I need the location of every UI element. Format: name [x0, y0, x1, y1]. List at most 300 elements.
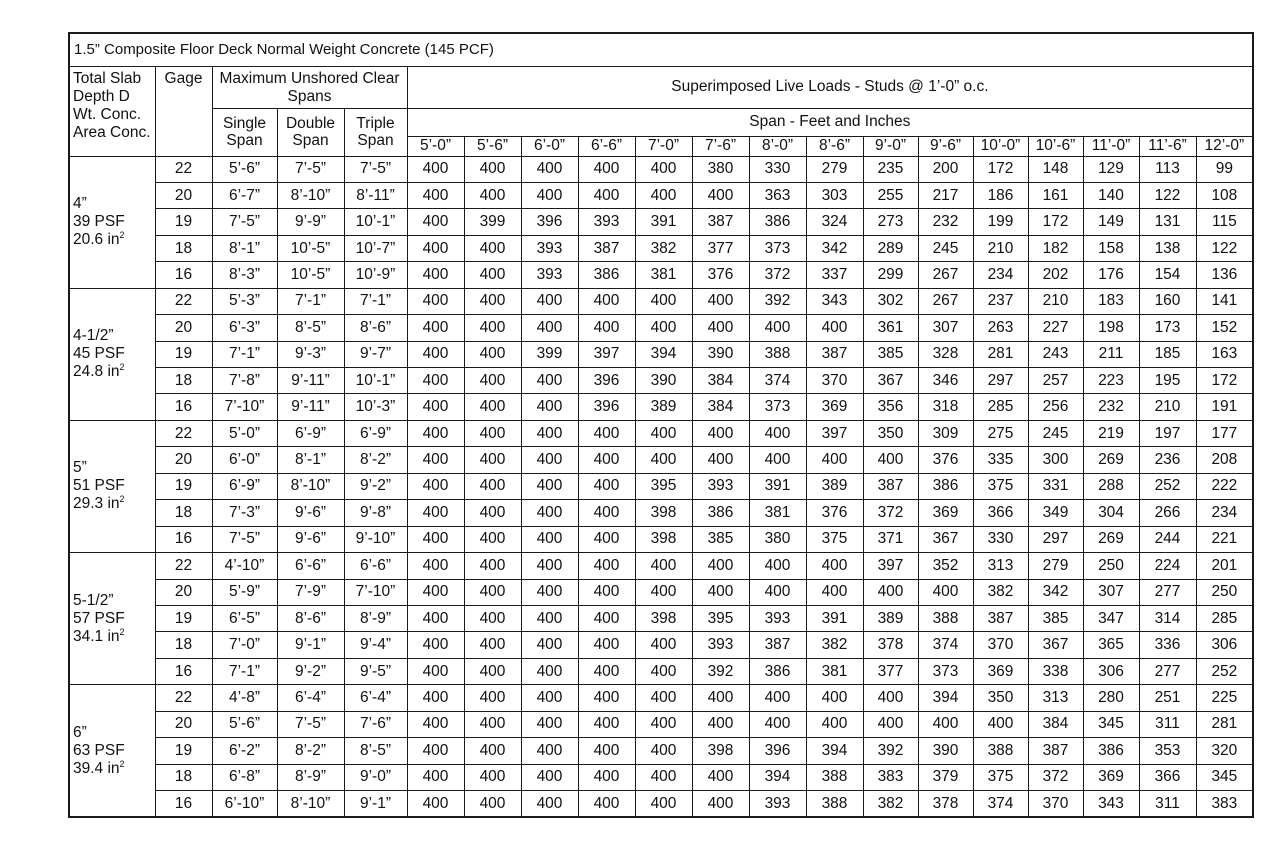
load-cell: 234: [1196, 500, 1253, 526]
load-cell: 307: [1083, 579, 1139, 605]
load-cell: 320: [1196, 738, 1253, 764]
slab-depth: 5”: [73, 459, 87, 477]
load-cell: 400: [578, 526, 635, 552]
load-cell: 300: [1028, 447, 1083, 473]
triple-span-cell: 10’-9”: [344, 262, 407, 288]
triple-span-cell: 10’-1”: [344, 368, 407, 394]
load-cell: 369: [1083, 764, 1139, 790]
load-cell: 400: [863, 685, 918, 711]
double-span-cell: 9’-6”: [277, 500, 344, 526]
load-cell: 160: [1139, 288, 1196, 314]
triple-span-cell: 8’-11”: [344, 182, 407, 208]
load-cell: 211: [1083, 341, 1139, 367]
triple-span-cell: 7’-10”: [344, 579, 407, 605]
load-cell: 393: [692, 473, 749, 499]
load-cell: 338: [1028, 658, 1083, 684]
table-row: [69, 368, 1253, 394]
load-cell: 330: [973, 526, 1028, 552]
load-cell: 367: [918, 526, 973, 552]
load-cell: 400: [521, 791, 578, 818]
gage-cell: 19: [155, 738, 212, 764]
slab-area-unit-sup: 2: [119, 494, 125, 505]
double-span-cell: 6’-4”: [277, 685, 344, 711]
slab-area-value: 29.3 in: [73, 495, 120, 513]
load-cell: 195: [1139, 368, 1196, 394]
load-cell: 227: [1028, 315, 1083, 341]
load-cell: 400: [521, 553, 578, 579]
load-cell: 141: [1196, 288, 1253, 314]
load-cell: 224: [1139, 553, 1196, 579]
load-cell: 400: [464, 341, 521, 367]
double-span-cell: 9’-11”: [277, 394, 344, 420]
composite-deck-load-table: [68, 32, 1254, 818]
load-cell: 374: [973, 791, 1028, 818]
single-span-cell: 7’-8”: [212, 368, 277, 394]
load-cell: 400: [407, 711, 464, 737]
load-cell: 375: [973, 473, 1028, 499]
load-cell: 275: [973, 420, 1028, 446]
triple-span-line: Span: [357, 132, 394, 149]
load-cell: 400: [692, 182, 749, 208]
load-cell: 400: [521, 579, 578, 605]
load-cell: 391: [749, 473, 806, 499]
single-span-cell: 8’-3”: [212, 262, 277, 288]
single-span-cell: 6’-0”: [212, 447, 277, 473]
load-cell: 381: [635, 262, 692, 288]
load-cell: 400: [407, 368, 464, 394]
load-cell: 163: [1196, 341, 1253, 367]
load-cell: 393: [749, 791, 806, 818]
load-cell: 378: [918, 791, 973, 818]
load-cell: 377: [692, 235, 749, 261]
load-cell: 108: [1196, 182, 1253, 208]
gage-cell: 16: [155, 394, 212, 420]
load-cell: 400: [863, 447, 918, 473]
load-cell: 373: [749, 394, 806, 420]
load-cell: 400: [749, 315, 806, 341]
load-cell: 383: [863, 764, 918, 790]
load-cell: 122: [1139, 182, 1196, 208]
span-column-header: 5’-6”: [464, 136, 521, 156]
load-cell: 400: [692, 288, 749, 314]
load-cell: 350: [973, 685, 1028, 711]
double-span-header: [277, 108, 344, 156]
load-cell: 376: [918, 447, 973, 473]
gage-cell: 20: [155, 579, 212, 605]
load-cell: 367: [1028, 632, 1083, 658]
slab-header-line: Area Conc.: [73, 123, 151, 141]
load-cell: 115: [1196, 209, 1253, 235]
load-cell: 374: [918, 632, 973, 658]
load-cell: 400: [407, 288, 464, 314]
load-cell: 177: [1196, 420, 1253, 446]
load-cell: 388: [806, 764, 863, 790]
load-cell: 400: [635, 791, 692, 818]
single-span-cell: 7’-5”: [212, 209, 277, 235]
load-cell: 387: [806, 341, 863, 367]
load-cell: 384: [692, 394, 749, 420]
load-cell: 210: [1139, 394, 1196, 420]
slab-area-unit-sup: 2: [119, 362, 125, 373]
load-cell: 400: [464, 473, 521, 499]
load-cell: 400: [578, 288, 635, 314]
load-cell: 375: [806, 526, 863, 552]
load-cell: 350: [863, 420, 918, 446]
load-cell: 381: [806, 658, 863, 684]
load-cell: 397: [806, 420, 863, 446]
single-span-cell: 7’-10”: [212, 394, 277, 420]
single-span-line: Span: [226, 132, 263, 149]
span-column-header: 6’-6”: [578, 136, 635, 156]
table-row: [69, 209, 1253, 235]
load-cell: 222: [1196, 473, 1253, 499]
load-cell: 235: [863, 156, 918, 182]
load-cell: 369: [973, 658, 1028, 684]
load-cell: 400: [749, 553, 806, 579]
load-cell: 400: [464, 711, 521, 737]
load-cell: 400: [464, 500, 521, 526]
load-cell: 400: [407, 262, 464, 288]
table-row: [69, 738, 1253, 764]
gage-cell: 19: [155, 605, 212, 631]
load-cell: 389: [635, 394, 692, 420]
load-cell: 234: [973, 262, 1028, 288]
load-cell: 395: [635, 473, 692, 499]
table-row: [69, 394, 1253, 420]
slab-header-line: Total Slab: [73, 69, 142, 87]
table-row: [69, 288, 1253, 314]
load-cell: 281: [1196, 711, 1253, 737]
load-cell: 149: [1083, 209, 1139, 235]
load-cell: 393: [578, 209, 635, 235]
double-span-cell: 10’-5”: [277, 262, 344, 288]
load-cell: 304: [1083, 500, 1139, 526]
gage-cell: 20: [155, 711, 212, 737]
load-cell: 154: [1139, 262, 1196, 288]
triple-span-cell: 8’-5”: [344, 738, 407, 764]
load-cell: 400: [749, 579, 806, 605]
load-cell: 400: [806, 579, 863, 605]
load-cell: 400: [407, 632, 464, 658]
slab-area-unit-sup: 2: [119, 230, 125, 241]
slab-area: [73, 760, 125, 777]
load-cell: 400: [407, 553, 464, 579]
load-cell: 361: [863, 315, 918, 341]
span-column-header: 11’-0”: [1083, 136, 1139, 156]
load-cell: 392: [749, 288, 806, 314]
triple-span-cell: 9’-2”: [344, 473, 407, 499]
load-cell: 400: [521, 685, 578, 711]
load-cell: 400: [635, 156, 692, 182]
load-cell: 383: [1196, 791, 1253, 818]
gage-cell: 20: [155, 447, 212, 473]
load-cell: 400: [863, 579, 918, 605]
slab-area: [73, 628, 125, 645]
table-row: [69, 315, 1253, 341]
load-cell: 269: [1083, 526, 1139, 552]
load-cell: 390: [692, 341, 749, 367]
load-cell: 373: [918, 658, 973, 684]
triple-span-cell: 7’-1”: [344, 288, 407, 314]
load-cell: 377: [863, 658, 918, 684]
triple-span-cell: 6’-9”: [344, 420, 407, 446]
load-cell: 210: [1028, 288, 1083, 314]
load-cell: 382: [806, 632, 863, 658]
load-cell: 245: [1028, 420, 1083, 446]
load-cell: 389: [806, 473, 863, 499]
single-span-cell: 4’-8”: [212, 685, 277, 711]
load-cell: 387: [863, 473, 918, 499]
table-row: [69, 685, 1253, 711]
load-cell: 356: [863, 394, 918, 420]
load-cell: 400: [635, 447, 692, 473]
load-cell: 136: [1196, 262, 1253, 288]
span-column-header: 7’-0”: [635, 136, 692, 156]
double-span-cell: 9’-1”: [277, 632, 344, 658]
gage-cell: 18: [155, 632, 212, 658]
load-cell: 400: [407, 209, 464, 235]
triple-span-cell: 8’-9”: [344, 605, 407, 631]
table-row: [69, 791, 1253, 818]
load-cell: 400: [918, 711, 973, 737]
gage-cell: 19: [155, 341, 212, 367]
gage-cell: 19: [155, 473, 212, 499]
load-cell: 391: [635, 209, 692, 235]
load-cell: 382: [863, 791, 918, 818]
triple-span-cell: 8’-6”: [344, 315, 407, 341]
load-cell: 396: [749, 738, 806, 764]
load-cell: 365: [1083, 632, 1139, 658]
slab-header-line: Depth D: [73, 87, 130, 105]
load-cell: 400: [521, 658, 578, 684]
triple-span-cell: 10’-1”: [344, 209, 407, 235]
gage-cell: 16: [155, 658, 212, 684]
gage-header: Gage: [155, 66, 212, 156]
double-span-cell: 8’-6”: [277, 605, 344, 631]
slab-weight: 51 PSF: [73, 477, 125, 495]
load-cell: 400: [407, 500, 464, 526]
triple-span-cell: 9’-1”: [344, 791, 407, 818]
slab-area-value: 20.6 in: [73, 231, 120, 249]
gage-cell: 16: [155, 262, 212, 288]
slab-depth: 5-1/2”: [73, 591, 114, 609]
load-cell: 397: [578, 341, 635, 367]
triple-span-cell: 6’-4”: [344, 685, 407, 711]
slab-depth: 6”: [73, 723, 87, 741]
load-cell: 400: [578, 738, 635, 764]
double-span-cell: 8’-5”: [277, 315, 344, 341]
load-cell: 388: [806, 791, 863, 818]
slab-area-unit-sup: 2: [119, 758, 125, 769]
double-span-cell: 8’-2”: [277, 738, 344, 764]
load-cell: 398: [635, 500, 692, 526]
load-cell: 400: [407, 791, 464, 818]
load-cell: 400: [464, 526, 521, 552]
load-cell: 318: [918, 394, 973, 420]
load-cell: 400: [635, 711, 692, 737]
unshored-spans-header: Maximum Unshored Clear Spans: [212, 66, 407, 108]
slab-area: [73, 495, 125, 512]
load-cell: 400: [521, 473, 578, 499]
double-span-cell: 7’-5”: [277, 156, 344, 182]
load-cell: 387: [1028, 738, 1083, 764]
load-cell: 386: [749, 658, 806, 684]
load-cell: 342: [806, 235, 863, 261]
load-cell: 369: [806, 394, 863, 420]
table-row: [69, 605, 1253, 631]
load-cell: 390: [635, 368, 692, 394]
load-cell: 394: [749, 764, 806, 790]
load-cell: 372: [863, 500, 918, 526]
load-cell: 400: [578, 315, 635, 341]
load-cell: 279: [806, 156, 863, 182]
load-cell: 388: [973, 738, 1028, 764]
load-cell: 400: [973, 711, 1028, 737]
load-cell: 373: [749, 235, 806, 261]
load-cell: 400: [806, 685, 863, 711]
load-cell: 400: [578, 182, 635, 208]
single-span-cell: 7’-1”: [212, 341, 277, 367]
load-cell: 385: [692, 526, 749, 552]
load-cell: 382: [973, 579, 1028, 605]
load-cell: 387: [578, 235, 635, 261]
single-span-cell: 6’-10”: [212, 791, 277, 818]
load-cell: 138: [1139, 235, 1196, 261]
load-cell: 400: [578, 156, 635, 182]
load-cell: 191: [1196, 394, 1253, 420]
load-cell: 400: [464, 315, 521, 341]
gage-cell: 19: [155, 209, 212, 235]
load-cell: 380: [749, 526, 806, 552]
load-cell: 243: [1028, 341, 1083, 367]
single-span-cell: 5’-6”: [212, 711, 277, 737]
table-row: [69, 553, 1253, 579]
load-cell: 244: [1139, 526, 1196, 552]
load-cell: 152: [1196, 315, 1253, 341]
load-cell: 370: [806, 368, 863, 394]
triple-span-cell: 7’-6”: [344, 711, 407, 737]
table-row: [69, 447, 1253, 473]
load-cell: 381: [749, 500, 806, 526]
load-cell: 285: [1196, 605, 1253, 631]
table-row: [69, 420, 1253, 446]
load-cell: 396: [521, 209, 578, 235]
slab-weight: 63 PSF: [73, 741, 125, 759]
table-title: 1.5” Composite Floor Deck Normal Weight Concrete (145 PCF): [69, 33, 1253, 66]
load-cell: 400: [407, 764, 464, 790]
load-cell: 400: [464, 685, 521, 711]
single-span-cell: 7’-1”: [212, 658, 277, 684]
span-column-header: 9’-6”: [918, 136, 973, 156]
load-cell: 400: [464, 262, 521, 288]
load-cell: 313: [973, 553, 1028, 579]
load-cell: 219: [1083, 420, 1139, 446]
load-cell: 400: [749, 420, 806, 446]
load-cell: 400: [635, 553, 692, 579]
load-cell: 400: [464, 579, 521, 605]
load-cell: 376: [692, 262, 749, 288]
load-cell: 400: [749, 685, 806, 711]
load-cell: 400: [464, 182, 521, 208]
load-cell: 400: [635, 738, 692, 764]
load-cell: 393: [749, 605, 806, 631]
load-cell: 380: [692, 156, 749, 182]
load-cell: 280: [1083, 685, 1139, 711]
load-cell: 273: [863, 209, 918, 235]
load-cell: 379: [918, 764, 973, 790]
load-cell: 400: [578, 553, 635, 579]
load-cell: 400: [578, 420, 635, 446]
load-cell: 400: [806, 553, 863, 579]
slab-depth: 4-1/2”: [73, 327, 114, 345]
double-span-line: Span: [292, 132, 329, 149]
load-cell: 314: [1139, 605, 1196, 631]
load-cell: 225: [1196, 685, 1253, 711]
span-column-header: 10’-0”: [973, 136, 1028, 156]
gage-cell: 22: [155, 685, 212, 711]
table-row: [69, 235, 1253, 261]
load-cell: 400: [521, 605, 578, 631]
load-cell: 400: [635, 658, 692, 684]
table-row: [69, 526, 1253, 552]
load-cell: 311: [1139, 791, 1196, 818]
load-cell: 302: [863, 288, 918, 314]
load-cell: 400: [521, 288, 578, 314]
load-cell: 99: [1196, 156, 1253, 182]
load-cell: 400: [749, 711, 806, 737]
load-cell: 400: [464, 420, 521, 446]
slab-group-cell: [69, 156, 155, 288]
load-cell: 400: [521, 156, 578, 182]
load-cell: 400: [407, 738, 464, 764]
double-span-cell: 9’-6”: [277, 526, 344, 552]
slab-area-value: 39.4 in: [73, 759, 120, 777]
load-cell: 382: [635, 235, 692, 261]
load-cell: 400: [464, 605, 521, 631]
load-cell: 392: [692, 658, 749, 684]
single-span-cell: 8’-1”: [212, 235, 277, 261]
load-cell: 306: [1196, 632, 1253, 658]
load-cell: 223: [1083, 368, 1139, 394]
load-cell: 385: [863, 341, 918, 367]
load-cell: 400: [578, 685, 635, 711]
load-cell: 232: [918, 209, 973, 235]
load-cell: 400: [464, 368, 521, 394]
table-row: [69, 156, 1253, 182]
load-cell: 386: [578, 262, 635, 288]
load-cell: 400: [521, 182, 578, 208]
load-cell: 400: [692, 685, 749, 711]
load-cell: 250: [1083, 553, 1139, 579]
load-cell: 237: [973, 288, 1028, 314]
load-cell: 387: [749, 632, 806, 658]
load-cell: 400: [464, 738, 521, 764]
load-cell: 400: [635, 420, 692, 446]
span-column-header: 11’-6”: [1139, 136, 1196, 156]
table-row: [69, 341, 1253, 367]
load-cell: 387: [973, 605, 1028, 631]
load-cell: 400: [521, 447, 578, 473]
load-cell: 131: [1139, 209, 1196, 235]
single-span-cell: 4’-10”: [212, 553, 277, 579]
load-cell: 400: [578, 764, 635, 790]
load-cell: 336: [1139, 632, 1196, 658]
double-span-cell: 8’-1”: [277, 447, 344, 473]
load-cell: 172: [973, 156, 1028, 182]
load-cell: 398: [635, 526, 692, 552]
load-cell: 353: [1139, 738, 1196, 764]
load-cell: 400: [578, 605, 635, 631]
